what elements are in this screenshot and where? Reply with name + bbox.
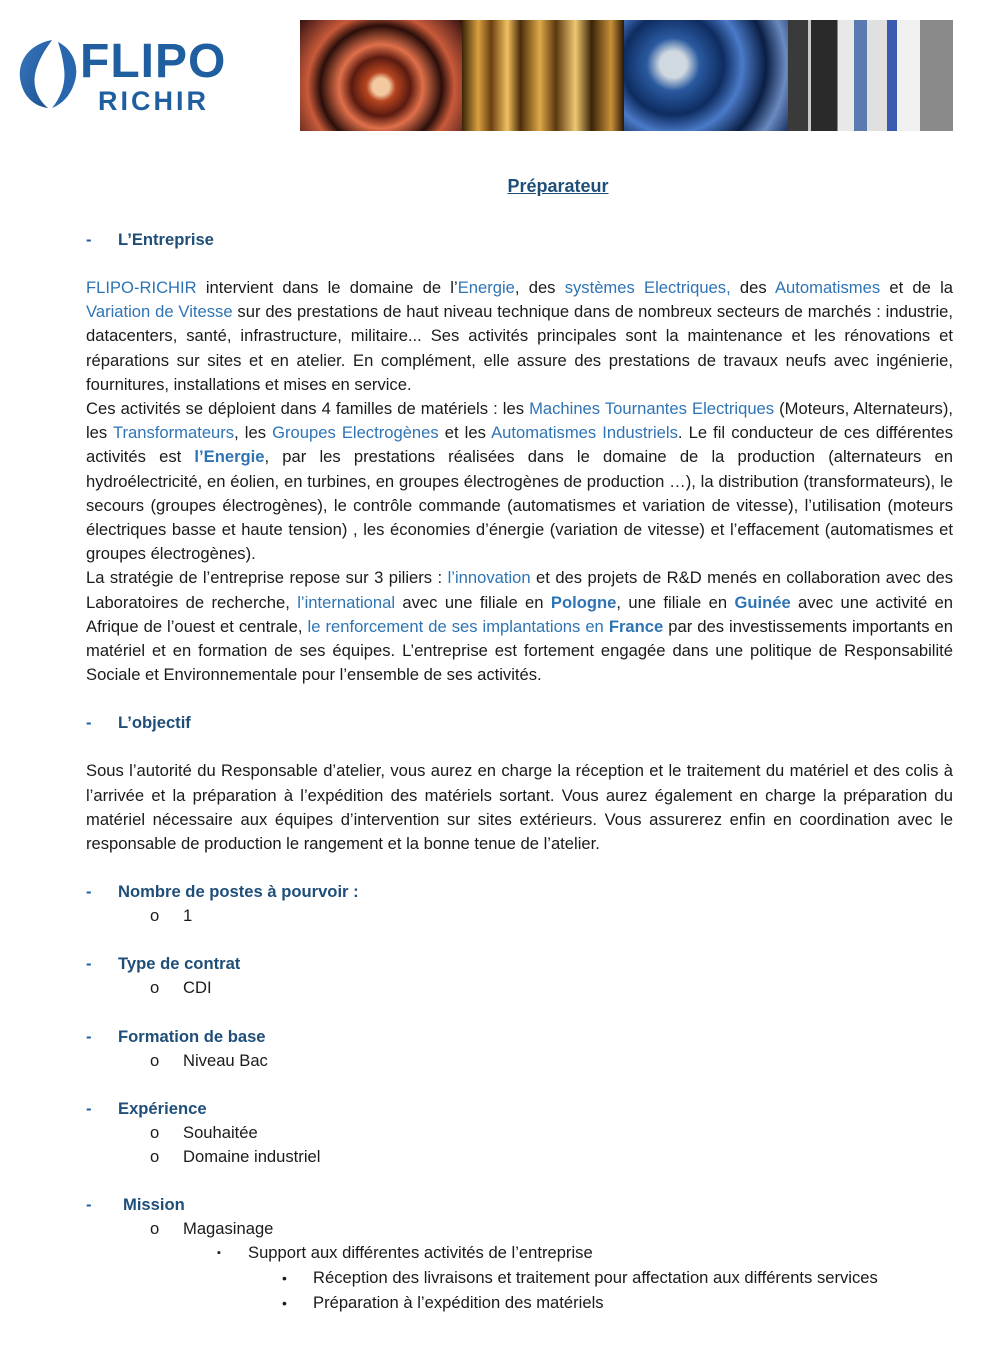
section-heading-label: Nombre de postes à pourvoir : bbox=[118, 882, 359, 902]
square-bullet: ▪ bbox=[217, 1247, 221, 1260]
company-logo bbox=[18, 35, 268, 118]
banner-photo-motor bbox=[300, 20, 462, 131]
list-item-text: Réception des livraisons et traitement pour affectation aux différents services bbox=[313, 1267, 878, 1287]
list-item bbox=[86, 1217, 953, 1241]
circle-bullet: o bbox=[150, 1147, 160, 1167]
banner-photo-cabinet bbox=[788, 20, 953, 131]
list-item-text: Souhaitée bbox=[183, 1122, 258, 1142]
dot-bullet: • bbox=[282, 1269, 287, 1286]
list-item-text: 1 bbox=[183, 906, 193, 926]
dash-bullet: - bbox=[86, 1026, 92, 1046]
paragraph-entreprise-2: Ces activités se déploient dans 4 familles de matériels : les Machines Tournantes Electriques (Moteurs, Alternateurs), les Transformateurs, les Groupes Electrogènes et les Automatismes Industriels. Le fil conducteur de ces différentes activités est l’Energie, par les prestations réalisées dans le domaine de la production (alternateurs en hydroélectricité, en éolien, en turbines, en groupes électrogènes de production …), la distribution (transformateurs), le secours (groupes électrogènes), le contrôle commande (automatismes et variation de vitesse), l’utilisation (moteurs électriques basse et haute tension) , les économies d’énergie (variation de vitesse) et l’effacement (automatismes et groupes électrogènes). bbox=[86, 399, 953, 564]
circle-bullet: o bbox=[150, 1122, 160, 1142]
logo-text-flipo: FLIPO bbox=[80, 35, 227, 88]
section-heading-mission bbox=[86, 1193, 953, 1217]
circle-bullet: o bbox=[150, 906, 160, 926]
banner-photo-transformer bbox=[462, 20, 624, 131]
list-item bbox=[86, 1121, 953, 1145]
logo-mark-icon bbox=[18, 38, 78, 110]
page-title: Préparateur bbox=[507, 176, 609, 196]
section-heading-label: L’Entreprise bbox=[118, 230, 214, 249]
section-heading-label: Type de contrat bbox=[118, 954, 241, 974]
list-item-text: CDI bbox=[183, 978, 212, 998]
list-item-text: Magasinage bbox=[183, 1219, 274, 1239]
section-heading-entreprise bbox=[86, 228, 953, 252]
dash-bullet: - bbox=[86, 230, 92, 249]
list-item bbox=[86, 1266, 953, 1291]
list-item bbox=[86, 1049, 953, 1073]
dot-bullet: • bbox=[282, 1294, 287, 1311]
section-heading-label: Expérience bbox=[118, 1098, 207, 1118]
paragraph-objectif: Sous l’autorité du Responsable d’atelier, vous aurez en charge la réception et le traitement du matériel et des colis à l’arrivée et la préparation à l’expédition des matériels sortant. Vous aurez également en charge la préparation du matériel nécessaire aux équipes d’intervention sur sites extérieurs. Vous assurerez enfin en coordination avec le responsable de production le rangement et la bonne tenue de l’atelier. bbox=[86, 761, 953, 854]
list-item-text: Support aux différentes activités de l’entreprise bbox=[248, 1243, 593, 1263]
list-item bbox=[86, 1241, 953, 1265]
list-item bbox=[86, 1145, 953, 1169]
list-item-text: Niveau Bac bbox=[183, 1050, 268, 1070]
list-item-text: Préparation à l’expédition des matériels bbox=[313, 1292, 604, 1312]
section-heading-postes bbox=[86, 880, 953, 904]
section-heading-label: L’objectif bbox=[118, 713, 191, 733]
list-item bbox=[86, 976, 953, 1000]
section-heading-label: Mission bbox=[123, 1195, 185, 1215]
section-heading-contrat bbox=[86, 952, 953, 976]
paragraph-entreprise-3: La stratégie de l’entreprise repose sur 3 piliers : l’innovation et des projets de R&D menés en collaboration avec des Laboratoires de recherche, l’international avec une filiale en Pologne, une filiale en Guinée avec une activité en Afrique de l’ouest et centrale, le renforcement de ses implantations en France par des investissements importants en matériel et en formation de ses équipes. L’entreprise est fortement engagée dans une politique de Responsabilité Sociale et Environnementale pour l’ensemble de ses activités. bbox=[86, 568, 954, 685]
section-heading-label: Formation de base bbox=[118, 1026, 266, 1046]
list-item bbox=[86, 1291, 953, 1316]
circle-bullet: o bbox=[150, 1219, 160, 1239]
dash-bullet: - bbox=[86, 1195, 92, 1215]
dash-bullet: - bbox=[86, 1098, 92, 1118]
page-header bbox=[0, 0, 988, 140]
dash-bullet: - bbox=[86, 954, 92, 974]
section-heading-formation bbox=[86, 1025, 953, 1049]
circle-bullet: o bbox=[150, 978, 160, 998]
circle-bullet: o bbox=[150, 1050, 160, 1070]
dash-bullet: - bbox=[86, 882, 92, 902]
section-heading-objectif bbox=[86, 711, 953, 735]
list-item-text: Domaine industriel bbox=[183, 1147, 321, 1167]
dash-bullet: - bbox=[86, 713, 92, 733]
section-heading-experience bbox=[86, 1097, 953, 1121]
logo-text-richir: RICHIR bbox=[98, 86, 209, 116]
document-body bbox=[86, 228, 953, 1316]
paragraph-entreprise-1: FLIPO-RICHIR intervient dans le domaine de l’Energie, des systèmes Electriques, des Automatismes et de la Variation de Vitesse sur des prestations de haut niveau technique dans de nombreux secteurs de marchés : industrie, datacenters, santé, infrastructure, militaire... Ses activités principales sont la maintenance et les rénovations et réparations sur sites et en atelier. En complément, elle assure des prestations de travaux neufs avec ingénierie, fournitures, installations et mises en service. bbox=[86, 278, 954, 394]
list-item bbox=[86, 904, 953, 928]
header-banner-photos bbox=[300, 20, 953, 131]
banner-photo-engine bbox=[624, 20, 788, 131]
